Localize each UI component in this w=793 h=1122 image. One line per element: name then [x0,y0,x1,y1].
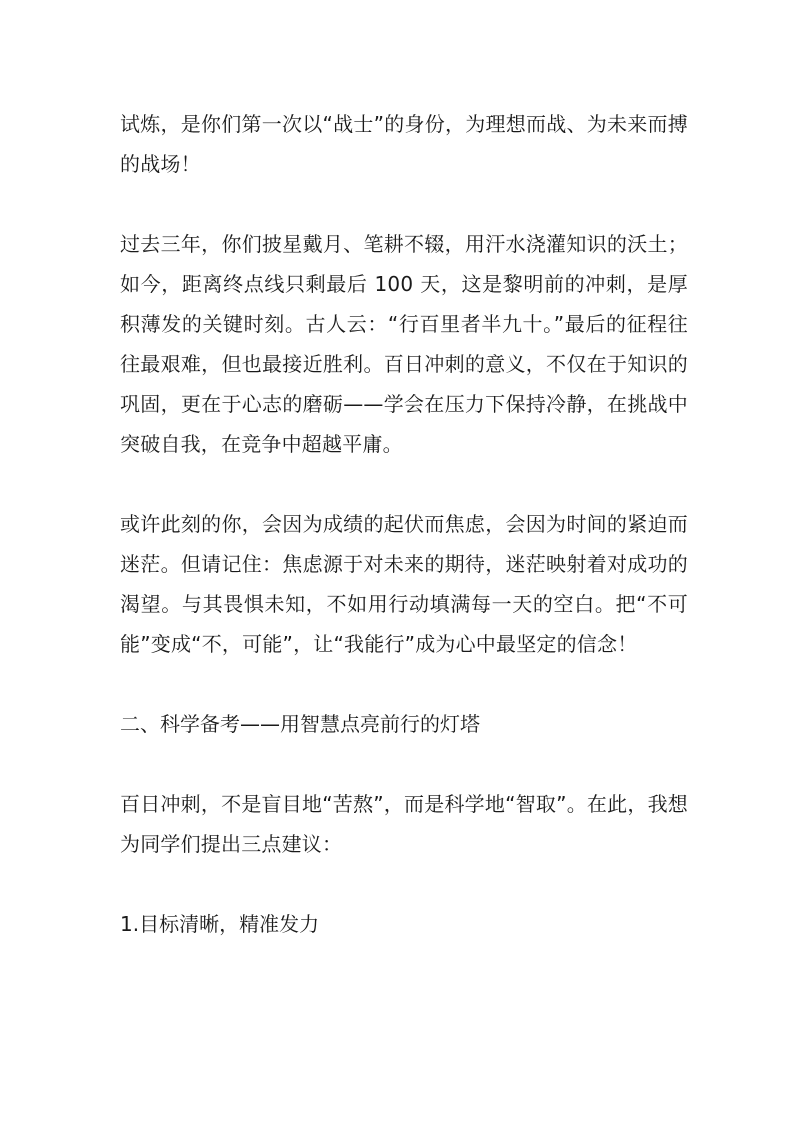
section-heading: 二、科学备考——用智慧点亮前行的灯塔 [120,712,480,736]
paragraph-spacer [120,744,688,784]
subheading: 1.目标清晰，精准发力 [120,912,320,936]
paragraph-spacer [120,464,688,504]
section-paragraph: 百日冲刺，不是盲目地“苦熬”，而是科学地“智取”。在此，我想为同学们提出三点建议： [120,792,688,856]
paragraph-3: 或许此刻的你，会因为成绩的起伏而焦虑，会因为时间的紧迫而迷茫。但请记住：焦虑源于对未来的期待，迷茫映射着对成功的渴望。与其畏惧未知，不如用行动填满每一天的空白。把“不可能”变成“不，可能”，让“我能行”成为心中最坚定的信念！ [120,512,688,656]
document-body [120,104,688,944]
paragraph-spacer [120,864,688,904]
paragraph-spacer [120,664,688,704]
paragraph-spacer [120,184,688,224]
paragraph-1: 试炼，是你们第一次以“战士”的身份，为理想而战、为未来而搏的战场！ [120,112,688,176]
paragraph-2: 过去三年，你们披星戴月、笔耕不辍，用汗水浇灌知识的沃土；如今，距离终点线只剩最后 100 天，这是黎明前的冲刺，是厚积薄发的关键时刻。古人云：“行百里者半九十。”最后的征程往往最艰难，但也最接近胜利。百日冲刺的意义，不仅在于知识的巩固，更在于心志的磨砺——学会在压力下保持冷静，在挑战中突破自我，在竞争中超越平庸。 [120,232,688,456]
